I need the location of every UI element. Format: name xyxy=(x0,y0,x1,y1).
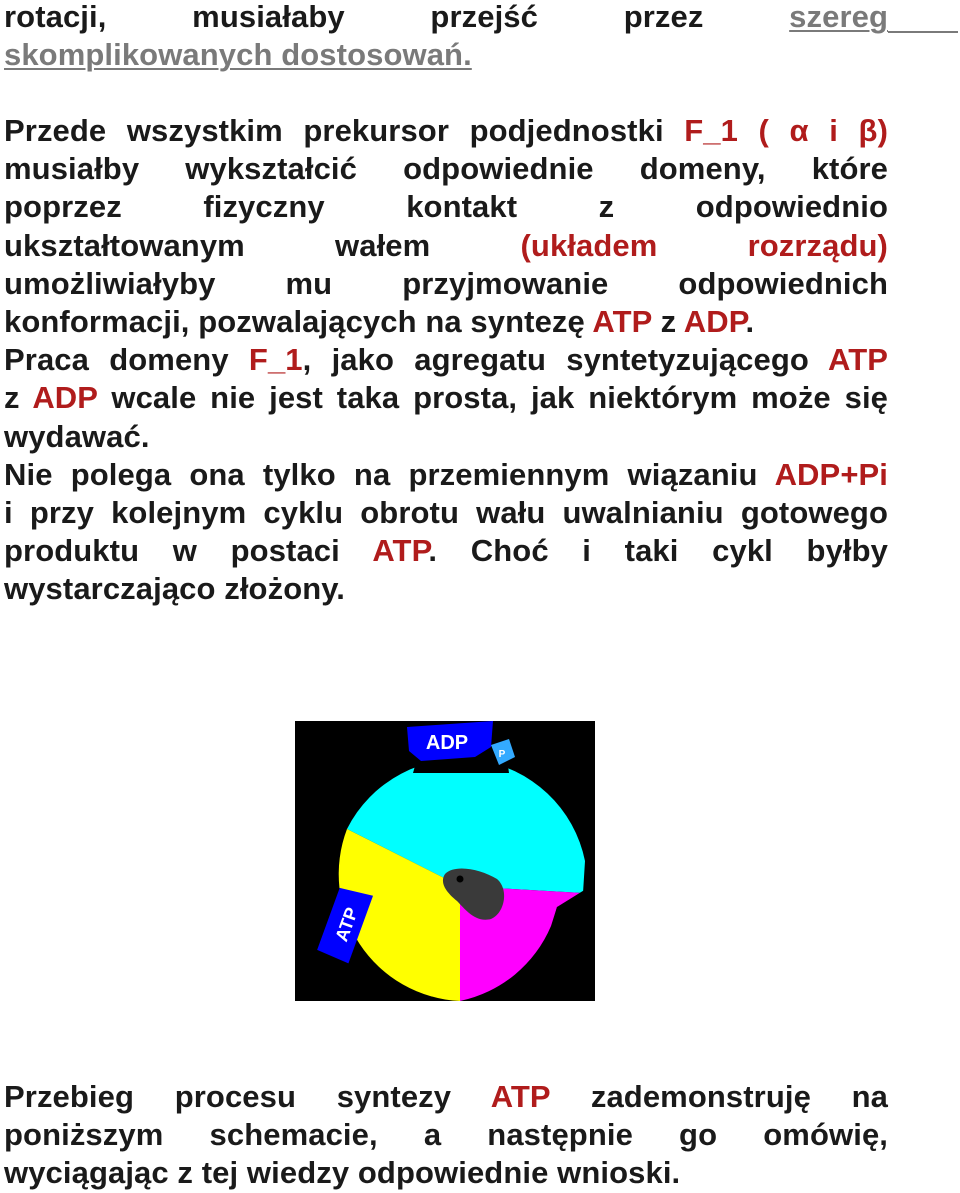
text-line: umożliwiałyby mu przyjmowanie odpowiednich xyxy=(4,265,888,301)
text-line: wydawać. xyxy=(4,418,150,454)
atp-synthase-rotor-figure xyxy=(295,721,595,1001)
paragraph-main xyxy=(4,112,888,608)
paragraph-conclusion xyxy=(4,1078,888,1193)
text-line: z ADP wcale nie jest taka prosta, jak niektórym może się xyxy=(4,380,889,416)
text-line: konformacji, pozwalających na syntezę ATP z ADP. xyxy=(4,303,755,339)
link-continuation[interactable]: skomplikowanych dostosowań. xyxy=(4,37,472,73)
shaft-pivot xyxy=(457,876,464,883)
text-line: ukształtowanym wałem (układem rozrządu) xyxy=(4,227,888,263)
text-line: poprzez fizyczny kontakt z odpowiednio xyxy=(4,189,888,225)
adp-label: ADP xyxy=(425,732,469,754)
paragraph-intro-fragment xyxy=(4,0,888,74)
text-line: Przebieg procesu syntezy ATP zademonstruję na xyxy=(4,1079,888,1114)
text-line: rotacji, musiałaby przejść przez szereg xyxy=(4,0,888,34)
link-underline-tail xyxy=(888,31,958,33)
text-line: Praca domeny F_1, jako agregatu syntetyzującego ATP xyxy=(4,342,889,378)
link-szereg[interactable]: szereg xyxy=(789,0,888,34)
text-line-linked[interactable] xyxy=(4,36,888,74)
text-line: Nie polega ona tylko na przemiennym wiązaniu ADP+Pi xyxy=(4,456,889,492)
text-line: Przede wszystkim prekursor podjednostki F_1 ( α i β) xyxy=(4,113,888,148)
rotor-notch xyxy=(413,759,509,773)
atp-label: ATP xyxy=(331,904,362,945)
rotor-diagram xyxy=(295,721,595,1001)
text-line: musiałby wykształcić odpowiednie domeny, które xyxy=(4,151,888,187)
text-line: produktu w postaci ATP. Choć i taki cykl byłby xyxy=(4,533,888,569)
text-line: wyciągając z tej wiedzy odpowiednie wnioski. xyxy=(4,1155,681,1191)
text-line: poniższym schemacie, a następnie go omówię, xyxy=(4,1117,888,1153)
p-label: P xyxy=(498,749,506,760)
text-line: wystarczająco złożony. xyxy=(4,571,346,607)
text-line: i przy kolejnym cyklu obrotu wału uwalnianiu gotowego xyxy=(4,494,888,530)
